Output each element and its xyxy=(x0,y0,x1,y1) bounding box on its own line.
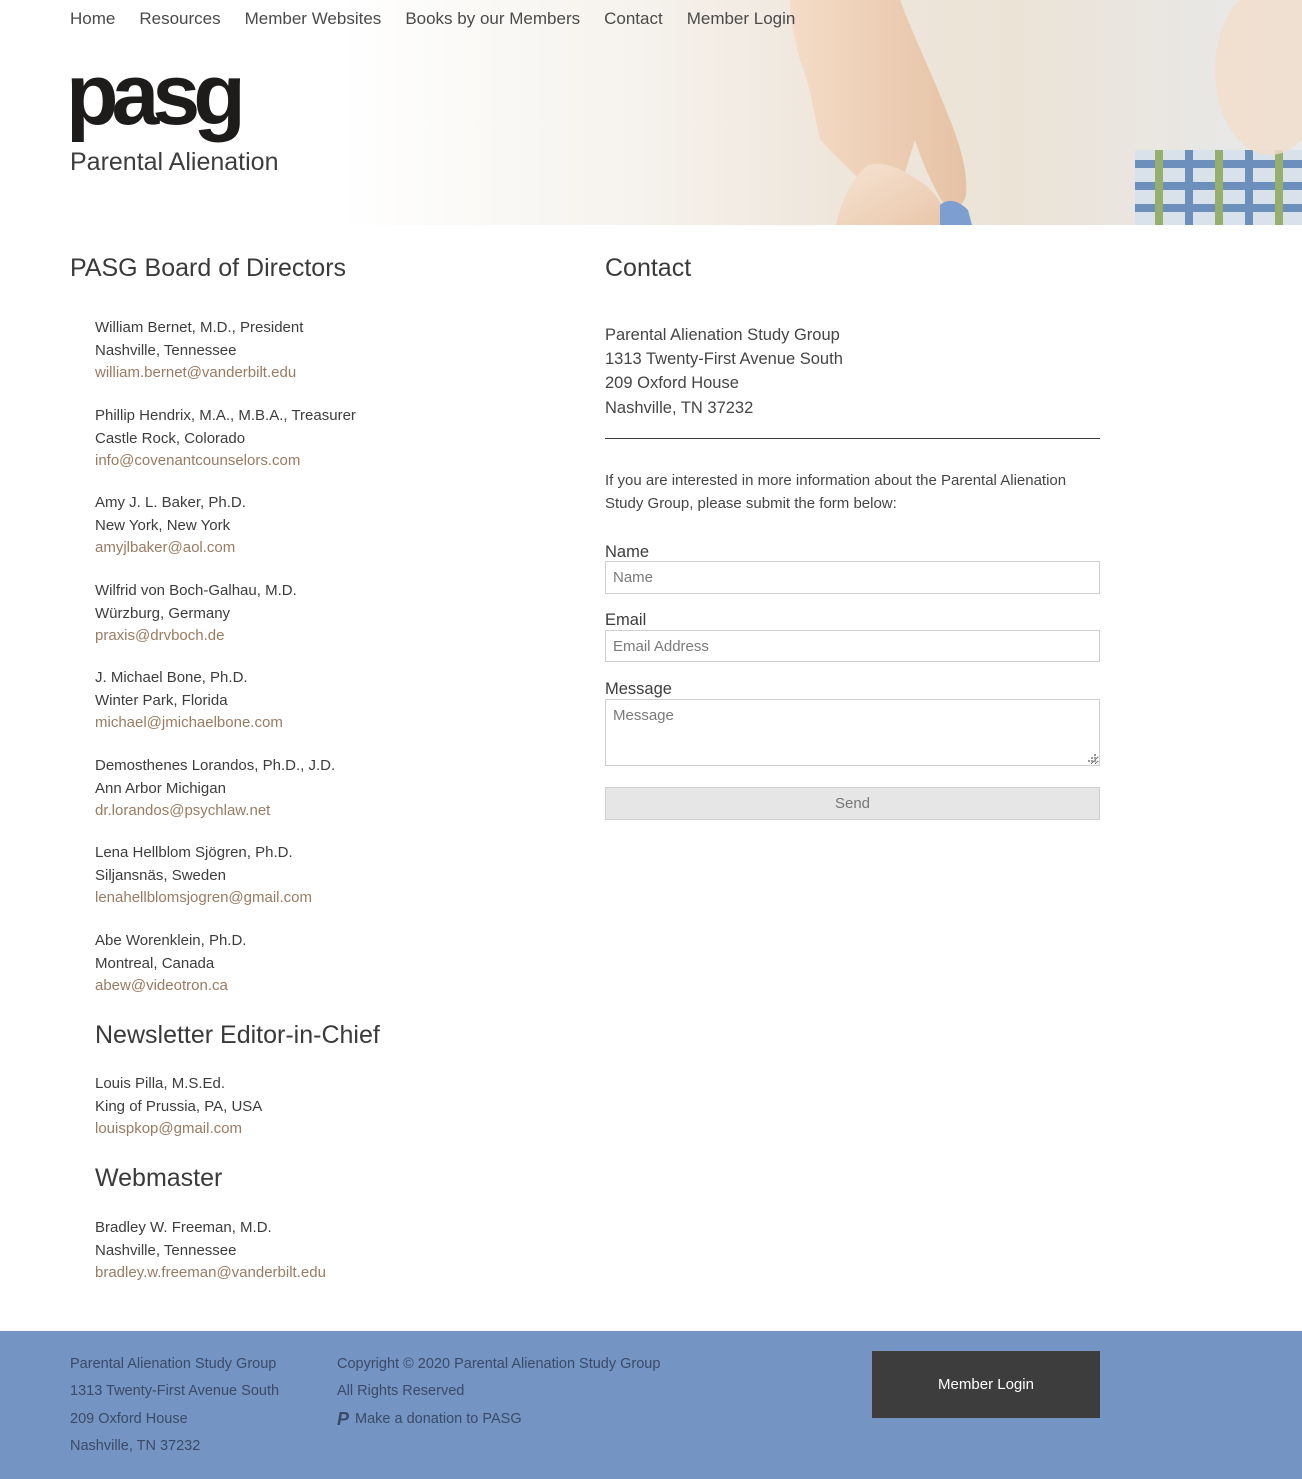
donate-link[interactable] xyxy=(337,1406,660,1433)
board-member xyxy=(95,405,356,473)
address-line: 209 Oxford House xyxy=(605,374,739,393)
footer-address-line: 209 Oxford House xyxy=(70,1410,188,1427)
contact-address xyxy=(605,323,843,420)
paypal-icon: P xyxy=(337,1409,350,1430)
board-member xyxy=(95,580,297,648)
board-member xyxy=(95,667,283,735)
member-location: Nashville, Tennessee xyxy=(95,341,237,359)
message-label: Message xyxy=(605,680,672,698)
rights-text: All Rights Reserved xyxy=(337,1383,465,1400)
email-label: Email xyxy=(605,611,647,629)
member-name: Abe Worenklein, Ph.D. xyxy=(95,932,247,949)
member-email-link[interactable]: amyjlbaker@aol.com xyxy=(95,539,236,557)
member-name: Phillip Hendrix, M.A., M.B.A., Treasurer xyxy=(95,407,356,424)
nav-resources[interactable]: Resources xyxy=(139,9,221,28)
member-location: Siljansnäs, Sweden xyxy=(95,866,226,884)
member-location: Montreal, Canada xyxy=(95,954,215,972)
newsletter-editor xyxy=(95,1073,262,1141)
name-input[interactable] xyxy=(605,561,1100,594)
member-email-link[interactable]: abew@videotron.ca xyxy=(95,977,228,995)
member-location: King of Prussia, PA, USA xyxy=(95,1097,263,1115)
nav-member-websites[interactable]: Member Websites xyxy=(244,9,382,28)
contact-title: Contact xyxy=(605,254,692,282)
site-logo[interactable]: pasg xyxy=(66,47,239,143)
member-email-link[interactable]: william.bernet@vanderbilt.edu xyxy=(95,364,297,382)
member-location: Castle Rock, Colorado xyxy=(95,429,246,447)
board-member xyxy=(95,755,335,823)
header-hero xyxy=(0,0,1302,225)
address-line: Nashville, TN 37232 xyxy=(605,398,754,417)
footer-copyright xyxy=(337,1351,660,1433)
member-email-link[interactable]: lenahellblomsjogren@gmail.com xyxy=(95,889,312,907)
nav-home[interactable]: Home xyxy=(70,9,116,28)
member-name: Bradley W. Freeman, M.D. xyxy=(95,1219,272,1236)
divider xyxy=(605,438,1100,439)
member-name: J. Michael Bone, Ph.D. xyxy=(95,669,248,686)
member-email-link[interactable]: bradley.w.freeman@vanderbilt.edu xyxy=(95,1264,326,1282)
site-footer xyxy=(0,1331,1302,1479)
footer-address-line: Nashville, TN 37232 xyxy=(70,1437,201,1454)
email-input[interactable] xyxy=(605,630,1100,662)
nav-contact[interactable]: Contact xyxy=(604,9,663,28)
member-location: Winter Park, Florida xyxy=(95,691,228,709)
member-name: Demosthenes Lorandos, Ph.D., J.D. xyxy=(95,757,336,774)
member-email-link[interactable]: dr.lorandos@psychlaw.net xyxy=(95,802,271,820)
nav-books-by-members[interactable]: Books by our Members xyxy=(405,9,581,28)
contact-intro: If you are interested in more information about the Parental Alienation Study Group, please submit the form below: xyxy=(605,472,1067,512)
member-email-link[interactable]: louispkop@gmail.com xyxy=(95,1120,242,1138)
member-name: Wilfrid von Boch-Galhau, M.D. xyxy=(95,582,297,599)
board-member xyxy=(95,930,246,998)
member-email-link[interactable]: praxis@drvboch.de xyxy=(95,627,225,645)
board-title: PASG Board of Directors xyxy=(70,254,347,282)
member-location: Nashville, Tennessee xyxy=(95,1241,237,1259)
board-member xyxy=(95,842,312,910)
nav-member-login[interactable]: Member Login xyxy=(686,9,796,28)
footer-address-line: 1313 Twenty-First Avenue South xyxy=(70,1383,280,1400)
webmaster-title: Webmaster xyxy=(95,1164,223,1192)
member-location: Ann Arbor Michigan xyxy=(95,779,226,797)
copyright-text: Copyright © 2020 Parental Alienation Study Group xyxy=(337,1356,661,1372)
main-navigation xyxy=(70,9,795,29)
board-member xyxy=(95,317,303,385)
donate-text: Make a donation to PASG xyxy=(355,1410,522,1427)
member-name: William Bernet, M.D., President xyxy=(95,319,304,336)
board-member xyxy=(95,492,246,560)
member-name: Louis Pilla, M.S.Ed. xyxy=(95,1075,226,1092)
footer-address-line: Parental Alienation Study Group xyxy=(70,1356,277,1372)
site-tagline: Parental Alienation xyxy=(70,148,279,176)
address-line: 1313 Twenty-First Avenue South xyxy=(605,350,843,369)
address-line: Parental Alienation Study Group xyxy=(605,326,840,344)
member-location: New York, New York xyxy=(95,516,231,534)
member-email-link[interactable]: michael@jmichaelbone.com xyxy=(95,714,283,732)
member-location: Würzburg, Germany xyxy=(95,604,231,622)
resize-handle-icon[interactable] xyxy=(1087,753,1097,763)
footer-member-login-button[interactable]: Member Login xyxy=(872,1351,1100,1418)
name-label: Name xyxy=(605,543,650,561)
message-textarea[interactable] xyxy=(605,699,1100,766)
footer-address xyxy=(70,1351,279,1460)
member-name: Amy J. L. Baker, Ph.D. xyxy=(95,494,246,511)
send-button[interactable]: Send xyxy=(605,787,1100,820)
newsletter-title: Newsletter Editor-in-Chief xyxy=(95,1021,380,1049)
webmaster xyxy=(95,1217,326,1285)
member-email-link[interactable]: info@covenantcounselors.com xyxy=(95,452,301,470)
member-name: Lena Hellblom Sjögren, Ph.D. xyxy=(95,844,293,861)
